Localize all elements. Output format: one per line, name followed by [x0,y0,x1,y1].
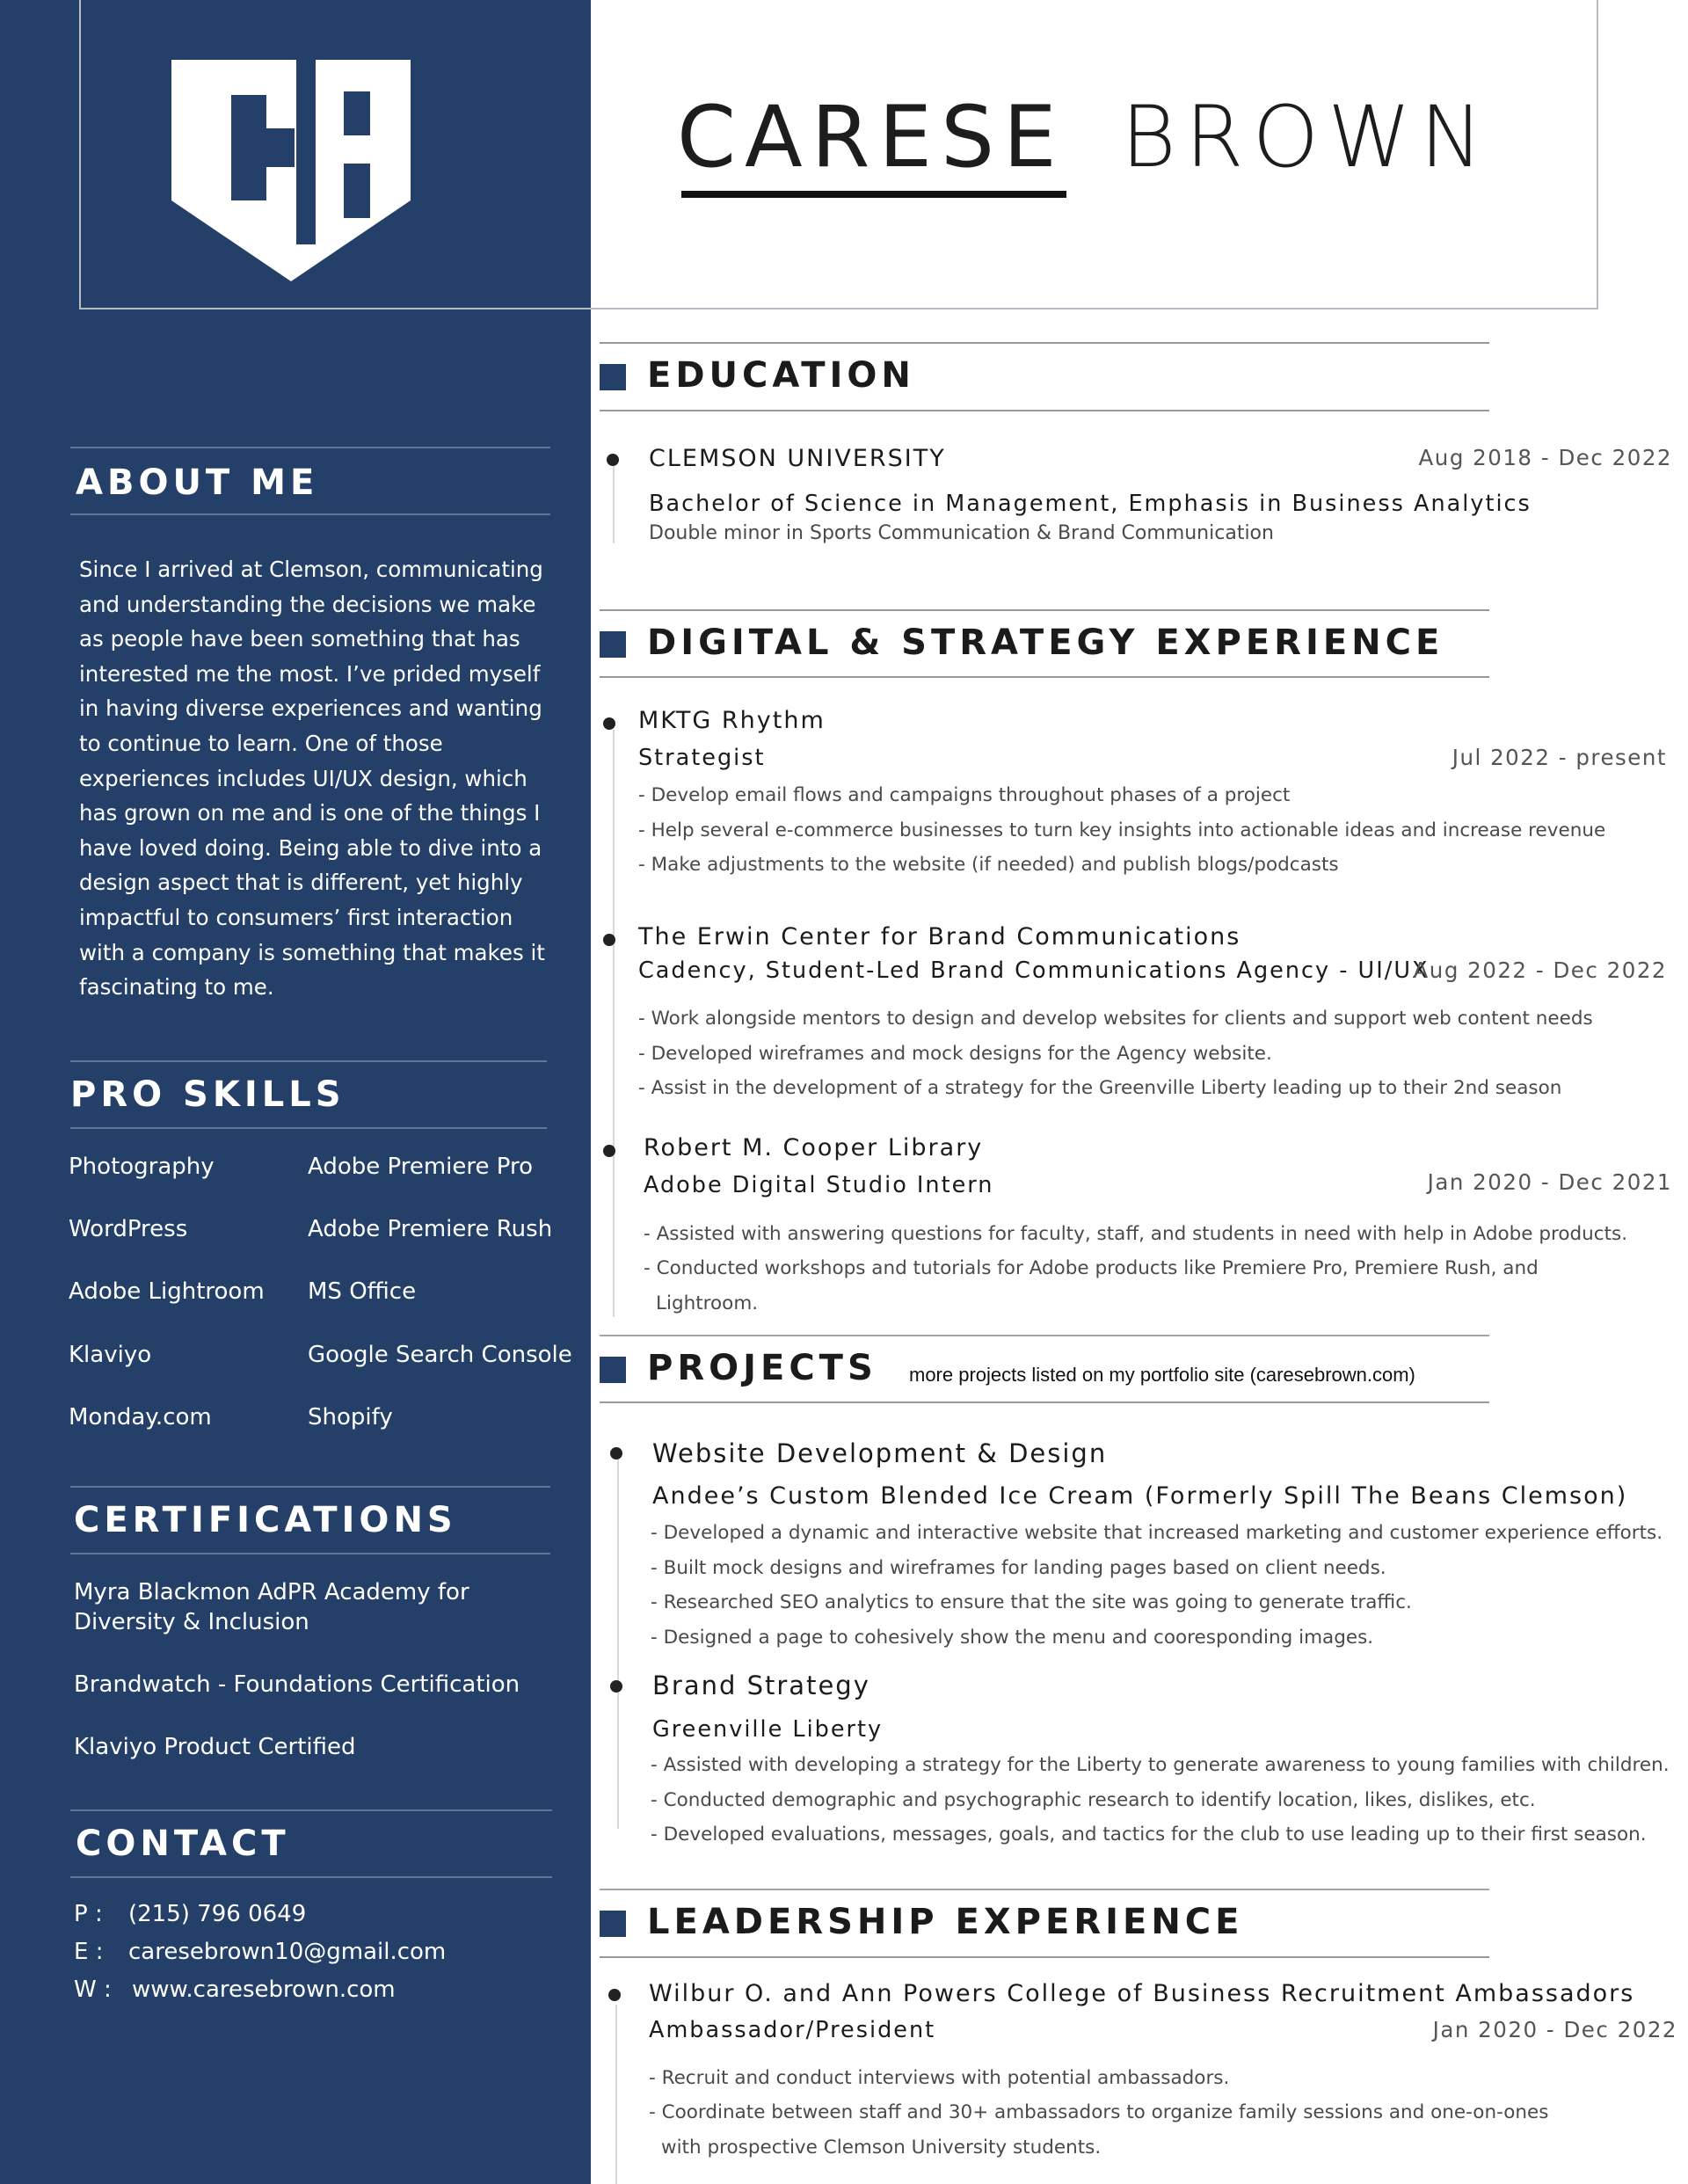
project-name: Brand Strategy [652,1671,870,1700]
project-bullet: - Designed a page to cohesively show the menu and cooresponding images. [651,1627,1374,1649]
leadership-org: Wilbur O. and Ann Powers College of Business Recruitment Ambassadors [649,1980,1635,2007]
job-dates: Jan 2020 - Dec 2021 [1427,1169,1672,1195]
job-bullet: - Help several e-commerce businesses to turn key insights into actionable ideas and increase revenue [638,819,1606,841]
experience-title: DIGITAL & STRATEGY EXPERIENCE [647,622,1444,663]
job-bullet: - Conducted workshops and tutorials for Adobe products like Premiere Pro, Premiere Rush, and [644,1257,1539,1279]
leadership-top-rule [600,1889,1489,1890]
portfolio-note: more projects listed on my portfolio site (caresebrown.com) [909,1364,1415,1386]
phone-value[interactable]: (215) 796 0649 [128,1901,307,1927]
timeline-line [617,1460,619,1829]
certs-title: CERTIFICATIONS [74,1500,457,1540]
skill-item: Shopify [308,1404,393,1431]
education-title: EDUCATION [647,355,915,396]
job-org: Robert M. Cooper Library [644,1134,984,1161]
job-bullet: Lightroom. [656,1292,759,1314]
project-bullet: - Developed evaluations, messages, goals, and tactics for the club to use leading up to their first season. [651,1824,1647,1845]
job-bullet: - Make adjustments to the website (if needed) and publish blogs/podcasts [638,854,1339,876]
section-marker [600,1911,626,1937]
certs-top-rule [70,1486,550,1488]
education-bottom-rule [600,410,1489,411]
contact-title: CONTACT [76,1824,290,1864]
skill-item: Adobe Premiere Pro [308,1154,534,1180]
timeline-line [615,2005,617,2184]
skill-item: WordPress [69,1216,188,1242]
job-dates: Jul 2022 - present [1452,745,1667,770]
job-bullet: - Developed wireframes and mock designs for the Agency website. [638,1043,1272,1065]
project-bullet: - Developed a dynamic and interactive website that increased marketing and customer experience efforts. [651,1522,1663,1544]
projects-title: PROJECTS [647,1348,877,1388]
timeline-dot [603,934,615,946]
minor: Double minor in Sports Communication & Brand Communication [649,522,1274,544]
certs-bottom-rule [70,1553,550,1554]
contact-top-rule [70,1809,552,1811]
timeline-dot [603,717,615,730]
skill-item: Photography [69,1154,215,1180]
education-top-rule [600,342,1489,344]
job-bullet: - Assisted with answering questions for faculty, staff, and students in need with help in Adobe products. [644,1223,1628,1245]
section-marker [600,1357,626,1383]
leadership-bottom-rule [600,1956,1489,1958]
education-dates: Aug 2018 - Dec 2022 [1418,445,1672,470]
about-text: Since I arrived at Clemson, communicating and understanding the decisions we make as people have been something that has interested me the most. I’ve prided myself in having diverse experiences and wanting to continue to learn. One of those experiences includes UI/UX design, which has grown on me and is one of the things I have loved doing. Being able to dive into a design aspect that is different, yet highly impactful to consumers’ first interaction with a company is something that makes it fascinating to me. [79,557,545,1001]
timeline-line [613,730,615,1317]
timeline-dot [607,454,619,466]
project-client: Andee’s Custom Blended Ice Cream (Formerly Spill The Beans Clemson) [652,1482,1628,1510]
phone-label: P : [74,1901,103,1927]
cert-item: Myra Blackmon AdPR Academy for Diversity & Inclusion [74,1579,469,1635]
skill-item: Adobe Lightroom [69,1278,265,1305]
leadership-role: Ambassador/President [649,2017,936,2043]
cb-monogram-logo [171,60,411,281]
skill-item: Google Search Console [308,1342,572,1368]
experience-top-rule [600,609,1489,611]
leadership-bullet: - Coordinate between staff and 30+ ambassadors to organize family sessions and one-on-ones [649,2101,1549,2123]
name-underline [681,191,1066,198]
experience-bottom-rule [600,676,1489,678]
project-bullet: - Conducted demographic and psychographic research to identify location, likes, dislikes, etc. [651,1789,1536,1811]
project-bullet: - Assisted with developing a strategy for the Liberty to generate awareness to young families with children. [651,1754,1670,1776]
degree: Bachelor of Science in Management, Emphasis in Business Analytics [649,491,1532,517]
cert-item: Brandwatch - Foundations Certification [74,1671,520,1698]
section-marker [600,631,626,658]
first-name: CARESE [677,88,1066,186]
cert-item: Klaviyo Product Certified [74,1734,356,1760]
leadership-bullet: - Recruit and conduct interviews with potential ambassadors. [649,2067,1230,2089]
skills-top-rule [70,1060,547,1062]
email-link[interactable]: caresebrown10@gmail.com [128,1939,447,1965]
job-org: MKTG Rhythm [638,707,826,734]
timeline-dot [603,1145,615,1157]
job-role: Adobe Digital Studio Intern [644,1172,994,1198]
job-bullet: - Work alongside mentors to design and develop websites for clients and support web content needs [638,1008,1593,1030]
skill-item: Monday.com [69,1404,212,1431]
job-bullet: - Develop email flows and campaigns throughout phases of a project [638,784,1291,806]
website-link[interactable]: www.caresebrown.com [132,1977,396,2003]
job-role: Cadency, Student-Led Brand Communications Agency - UI/UX [638,957,1430,984]
timeline-dot [610,1447,622,1460]
skill-item: Klaviyo [69,1342,152,1368]
project-bullet: - Researched SEO analytics to ensure that the site was going to generate traffic. [651,1591,1412,1613]
skills-title: PRO SKILLS [70,1074,346,1115]
skills-bottom-rule [70,1127,547,1129]
skill-item: MS Office [308,1278,417,1305]
job-bullet: - Assist in the development of a strategy for the Greenville Liberty leading up to their 2nd season [638,1077,1562,1099]
school-name: CLEMSON UNIVERSITY [649,445,946,472]
section-marker [600,364,626,390]
projects-bottom-rule [600,1401,1489,1403]
leadership-bullet: with prospective Clemson University students. [661,2137,1102,2159]
timeline-dot [610,1680,622,1693]
job-org: The Erwin Center for Brand Communications [638,923,1241,950]
timeline-line [613,462,615,543]
web-label: W : [74,1977,112,2003]
leadership-dates: Jan 2020 - Dec 2022 [1432,2017,1677,2042]
email-label: E : [74,1939,104,1965]
timeline-dot [608,1989,621,2001]
leadership-title: LEADERSHIP EXPERIENCE [647,1902,1244,1942]
project-bullet: - Built mock designs and wireframes for landing pages based on client needs. [651,1557,1386,1579]
project-name: Website Development & Design [652,1438,1108,1468]
job-dates: Aug 2022 - Dec 2022 [1413,957,1667,983]
about-title: ABOUT ME [76,462,319,503]
last-name: BROWN [1121,88,1492,186]
job-role: Strategist [638,745,766,771]
projects-top-rule [600,1335,1489,1336]
skill-item: Adobe Premiere Rush [308,1216,553,1242]
project-client: Greenville Liberty [652,1716,884,1743]
about-bottom-rule [70,513,550,515]
about-top-rule [70,447,550,448]
contact-bottom-rule [70,1876,552,1878]
